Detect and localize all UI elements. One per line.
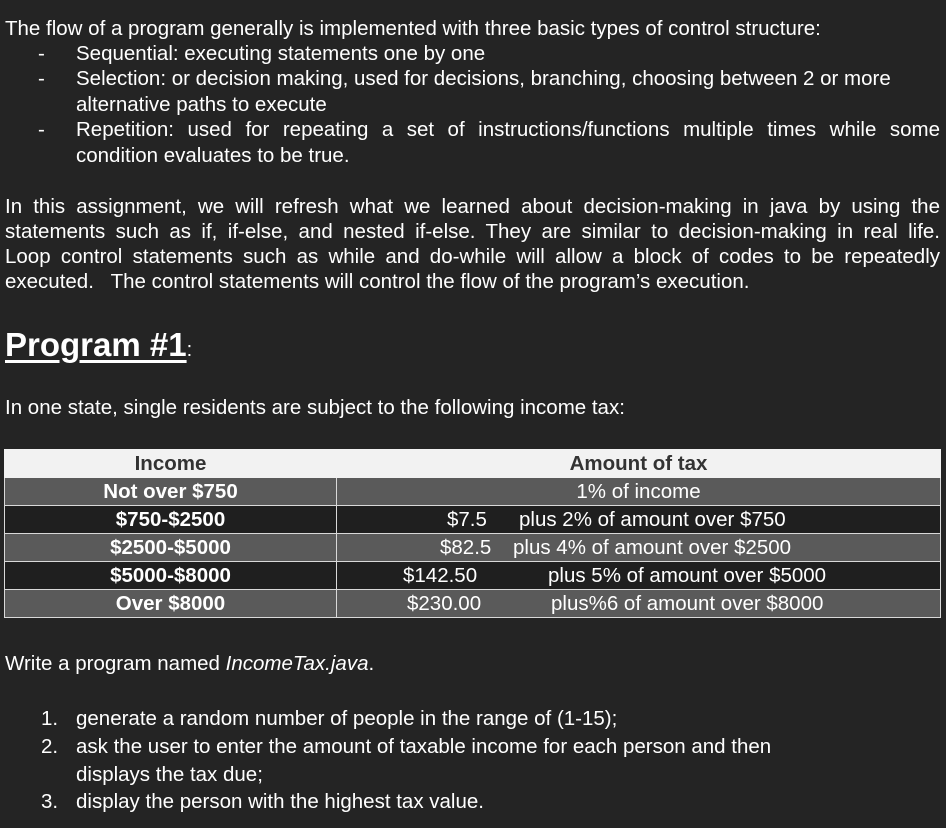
assignment-line-1: In this assignment, we will refresh what we learned about decision-making in java by using the — [5, 195, 940, 218]
program-heading — [5, 326, 192, 369]
bullet-dash: - — [38, 118, 45, 141]
step-number: 3. — [41, 790, 59, 813]
table-row — [5, 534, 941, 562]
tax-rate: plus 5% of amount over $5000 — [548, 563, 827, 587]
bullet-repetition: Repetition: used for repeating a set of instructions/functions multiple times while some — [76, 118, 940, 141]
step-text: ask the user to enter the amount of taxable income for each person and then — [76, 735, 772, 758]
tax-rate: plus 4% of amount over $2500 — [513, 535, 792, 559]
tax-base: $7.5 — [447, 507, 487, 531]
task-prefix: Write a program named — [5, 652, 226, 675]
tax-rate: plus 2% of amount over $750 — [519, 507, 786, 531]
assignment-line-3: Loop control statements such as while and do-while will allow a block of codes to be repeatedly — [5, 245, 940, 268]
program-title-colon: : — [186, 339, 193, 361]
task-suffix: . — [368, 652, 375, 675]
tax-rate: 1% of income — [576, 479, 701, 503]
tax-cell — [337, 478, 941, 506]
step-text: display the person with the highest tax value. — [76, 790, 484, 813]
task-filename: IncomeTax.java — [225, 652, 369, 675]
bullet-sequential: Sequential: executing statements one by one — [76, 42, 486, 65]
bullet-dash: - — [38, 67, 45, 90]
bullet-dash: - — [38, 42, 45, 65]
header-income: Income — [5, 450, 337, 478]
table-row — [5, 506, 941, 534]
table-row — [5, 478, 941, 506]
income-cell: $2500-$5000 — [5, 534, 337, 562]
intro-line: The flow of a program generally is implemented with three basic types of control structure: — [5, 17, 821, 40]
tax-cell — [337, 590, 941, 618]
program-title: Program #1 — [5, 326, 187, 363]
step-number: 1. — [41, 707, 59, 730]
tax-cell — [337, 534, 941, 562]
income-tax-table — [4, 449, 941, 618]
tax-rate: plus%6 of amount over $8000 — [551, 591, 824, 615]
bullet-selection-cont: alternative paths to execute — [76, 93, 327, 116]
tax-base: $142.50 — [403, 563, 478, 587]
table-header-row — [5, 450, 941, 478]
table-row — [5, 590, 941, 618]
income-cell: $750-$2500 — [5, 506, 337, 534]
bullet-selection: Selection: or decision making, used for decisions, branching, choosing between 2 or more — [76, 67, 891, 90]
tax-cell — [337, 562, 941, 590]
table-row — [5, 562, 941, 590]
step-number: 2. — [41, 735, 59, 758]
income-cell: $5000-$8000 — [5, 562, 337, 590]
tax-base: $82.5 — [440, 535, 492, 559]
income-cell: Not over $750 — [5, 478, 337, 506]
tax-base: $230.00 — [407, 591, 482, 615]
assignment-line-4: executed. The control statements will control the flow of the program’s execution. — [5, 270, 750, 293]
task-line — [5, 651, 374, 676]
program-intro: In one state, single residents are subject to the following income tax: — [5, 396, 625, 419]
income-cell: Over $8000 — [5, 590, 337, 618]
step-text: generate a random number of people in the range of (1-15); — [76, 707, 618, 730]
header-amount: Amount of tax — [337, 450, 941, 478]
assignment-line-2: statements such as if, if-else, and nested if-else. They are similar to decision-making in real life. — [5, 220, 940, 243]
step-text-cont: displays the tax due; — [76, 763, 263, 786]
tax-cell — [337, 506, 941, 534]
bullet-repetition-cont: condition evaluates to be true. — [76, 144, 350, 167]
